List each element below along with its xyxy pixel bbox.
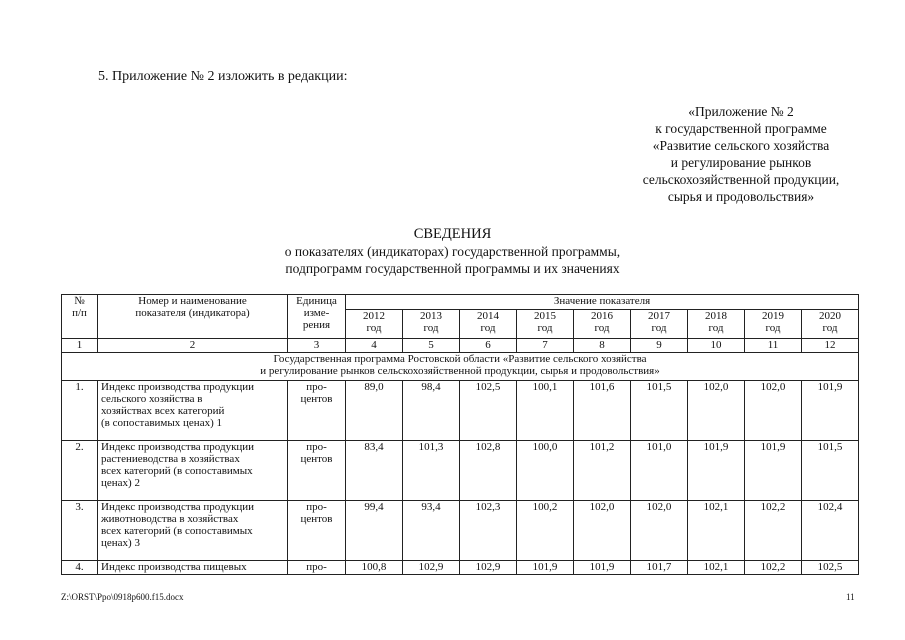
value-cell: 98,4: [403, 381, 460, 441]
appendix-line: сырья и продовольствия»: [667, 189, 815, 204]
value-cell: 102,2: [745, 561, 802, 575]
value-cell: 102,0: [745, 381, 802, 441]
appendix-line: сельскохозяйственной продукции,: [642, 172, 840, 187]
appendix-line: «Приложение № 2: [688, 104, 794, 119]
header-year: 2019 год: [745, 310, 802, 339]
value-cell: 102,2: [745, 501, 802, 561]
value-cell: 100,2: [517, 501, 574, 561]
column-number: 10: [688, 339, 745, 353]
value-cell: 101,7: [631, 561, 688, 575]
value-cell: 101,2: [574, 441, 631, 501]
column-number: 5: [403, 339, 460, 353]
value-cell: 100,0: [517, 441, 574, 501]
column-number: 4: [346, 339, 403, 353]
value-cell: 102,5: [460, 381, 517, 441]
header-year: 2014 год: [460, 310, 517, 339]
value-cell: 102,5: [802, 561, 859, 575]
value-cell: 102,0: [688, 381, 745, 441]
column-number: 11: [745, 339, 802, 353]
table-row: [62, 381, 859, 441]
header-unit: Единица изме- рения: [288, 295, 346, 339]
row-number: 1.: [62, 381, 98, 441]
value-cell: 102,4: [802, 501, 859, 561]
column-number: 8: [574, 339, 631, 353]
value-cell: 101,5: [631, 381, 688, 441]
value-cell: 102,3: [460, 501, 517, 561]
value-cell: 101,0: [631, 441, 688, 501]
heading-line: о показателях (индикаторах) государственной программы,: [284, 244, 621, 259]
header-year: 2013 год: [403, 310, 460, 339]
column-number: 2: [98, 339, 288, 353]
row-number: 2.: [62, 441, 98, 501]
indicator-name: Индекс производства пищевых: [98, 561, 288, 575]
value-cell: 102,1: [688, 561, 745, 575]
section-title: Государственная программа Ростовской области «Развитие сельского хозяйства и регулирование рынков сельскохозяйственной продукции, сырья и продовольствия»: [62, 353, 859, 381]
value-cell: 101,9: [802, 381, 859, 441]
row-number: 4.: [62, 561, 98, 575]
appendix-reference: [621, 103, 861, 205]
appendix-line: «Развитие сельского хозяйства: [652, 138, 830, 153]
table-row: [62, 501, 859, 561]
value-cell: 101,3: [403, 441, 460, 501]
appendix-line: к государственной программе: [655, 121, 827, 136]
header-year: 2016 год: [574, 310, 631, 339]
header-year: 2018 год: [688, 310, 745, 339]
value-cell: 100,1: [517, 381, 574, 441]
value-cell: 101,6: [574, 381, 631, 441]
unit-cell: про-: [288, 561, 346, 575]
column-number: 6: [460, 339, 517, 353]
column-number: 9: [631, 339, 688, 353]
value-cell: 102,8: [460, 441, 517, 501]
header-year: 2012 год: [346, 310, 403, 339]
value-cell: 102,0: [631, 501, 688, 561]
column-number: 12: [802, 339, 859, 353]
header-values-group: Значение показателя: [346, 295, 859, 310]
value-cell: 101,9: [517, 561, 574, 575]
value-cell: 101,9: [745, 441, 802, 501]
value-cell: 101,5: [802, 441, 859, 501]
appendix-line: и регулирование рынков: [670, 155, 812, 170]
header-name: Номер и наименование показателя (индикатора): [98, 295, 288, 339]
value-cell: 102,1: [688, 501, 745, 561]
value-cell: 101,9: [688, 441, 745, 501]
indicator-name: Индекс производства продукции сельского хозяйства в хозяйствах всех категорий (в сопоставимых ценах) 1: [98, 381, 288, 441]
header-year: 2020 год: [802, 310, 859, 339]
header-year: 2015 год: [517, 310, 574, 339]
header-year: 2017 год: [631, 310, 688, 339]
value-cell: 102,9: [460, 561, 517, 575]
unit-cell: про- центов: [288, 381, 346, 441]
value-cell: 93,4: [403, 501, 460, 561]
row-number: 3.: [62, 501, 98, 561]
value-cell: 99,4: [346, 501, 403, 561]
intro-text: 5. Приложение № 2 изложить в редакции:: [98, 69, 348, 84]
footer-page-number: 11: [846, 592, 855, 602]
table-row: [62, 441, 859, 501]
column-number: 3: [288, 339, 346, 353]
column-number: 1: [62, 339, 98, 353]
unit-cell: про- центов: [288, 441, 346, 501]
value-cell: 102,9: [403, 561, 460, 575]
value-cell: 100,8: [346, 561, 403, 575]
value-cell: 101,9: [574, 561, 631, 575]
value-cell: 83,4: [346, 441, 403, 501]
value-cell: 89,0: [346, 381, 403, 441]
indicator-name: Индекс производства продукции растениеводства в хозяйствах всех категорий (в сопоставимых ценах) 2: [98, 441, 288, 501]
heading-line: подпрограмм государственной программы и их значениях: [285, 261, 620, 276]
footer-file-path: Z:\ORST\Ppo\0918p600.f15.docx: [61, 592, 184, 602]
header-num: № п/п: [62, 295, 98, 339]
document-heading: [0, 226, 905, 277]
unit-cell: про- центов: [288, 501, 346, 561]
heading-title: СВЕДЕНИЯ: [413, 226, 492, 242]
column-number: 7: [517, 339, 574, 353]
table-row: [62, 561, 859, 575]
indicator-name: Индекс производства продукции животноводства в хозяйствах всех категорий (в сопоставимых ценах) 3: [98, 501, 288, 561]
value-cell: 102,0: [574, 501, 631, 561]
indicators-table: [61, 294, 859, 575]
